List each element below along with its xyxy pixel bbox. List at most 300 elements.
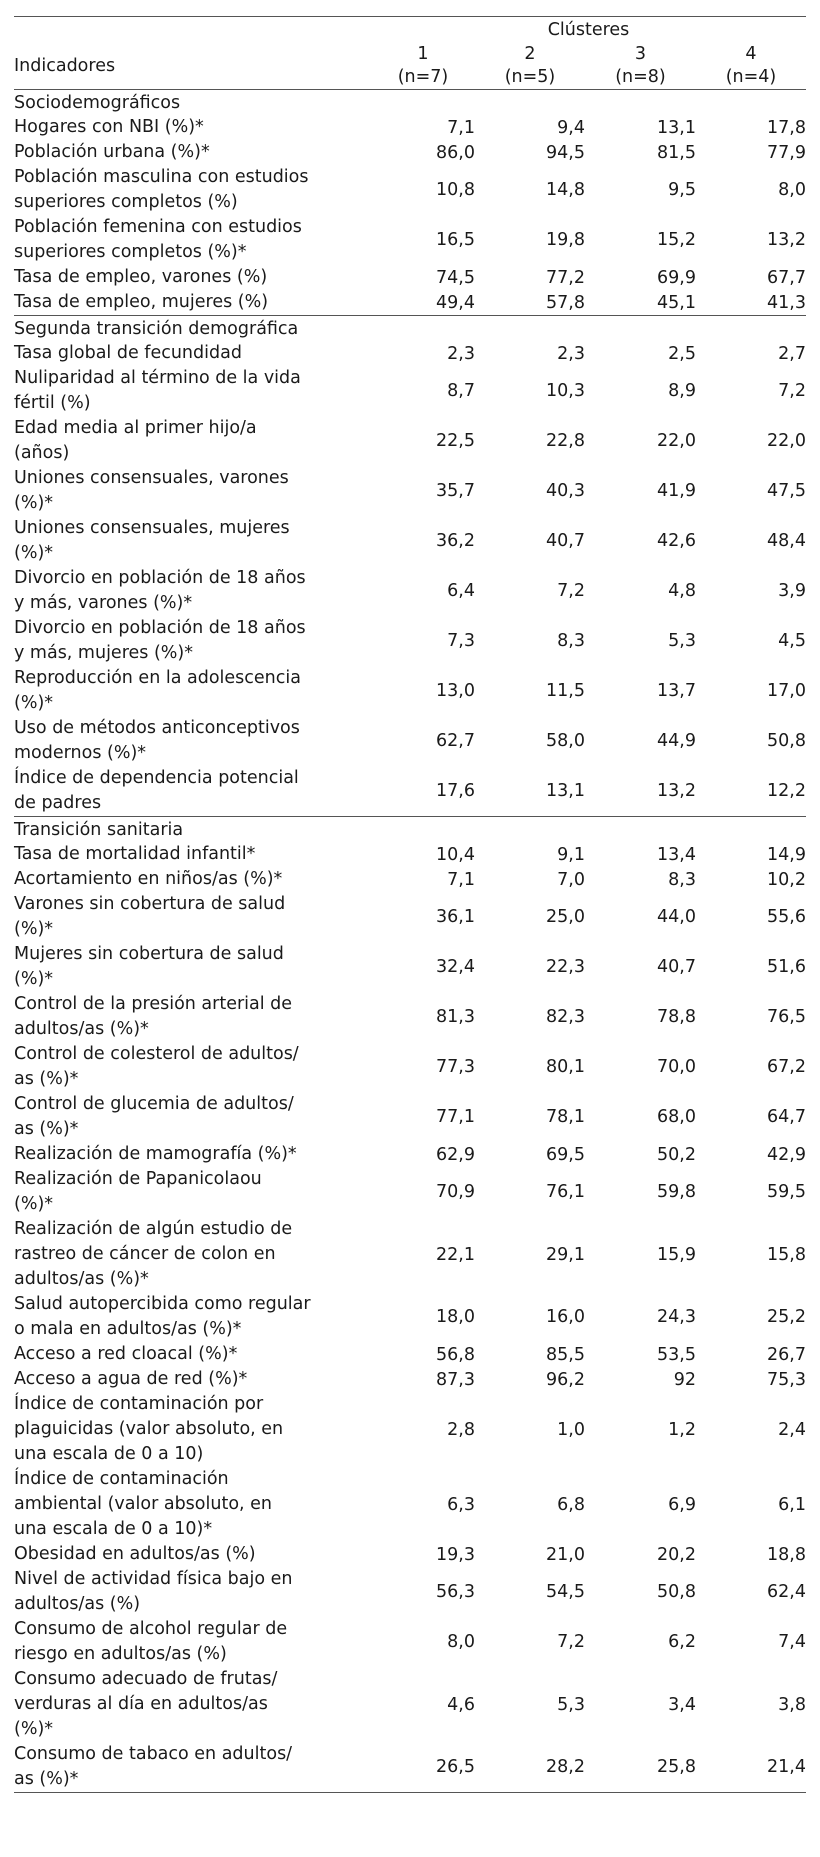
indicator-label — [14, 1092, 371, 1142]
table-row — [14, 1392, 806, 1467]
cluster-3-value: 44,0 — [657, 907, 696, 927]
indicator-label-line: Divorcio en población de 18 años — [14, 568, 306, 588]
table-row — [14, 1567, 806, 1617]
indicator-label — [14, 416, 371, 466]
indicator-label-line: Índice de contaminación por — [14, 1394, 264, 1414]
indicator-label — [14, 892, 371, 942]
cluster-3-value: 24,3 — [657, 1307, 696, 1327]
indicator-label-line: Hogares con NBI (%)* — [14, 117, 204, 137]
cluster-4-value: 12,2 — [767, 781, 806, 801]
cluster-2-value: 78,1 — [546, 1107, 585, 1127]
indicator-label — [14, 1667, 371, 1742]
cluster-3-value: 42,6 — [657, 531, 696, 551]
indicator-label — [14, 466, 371, 516]
indicator-label-line: Salud autopercibida como regular — [14, 1294, 311, 1314]
cluster-3-value: 8,3 — [668, 869, 696, 890]
section-row — [14, 316, 806, 342]
indicator-label — [14, 366, 371, 416]
cluster-2-value: 85,5 — [546, 1344, 585, 1365]
table-row — [14, 1092, 806, 1142]
cluster-2-value: 5,3 — [557, 1694, 585, 1715]
cluster-1-value: 74,5 — [436, 267, 475, 288]
cluster-1-value: 19,3 — [436, 1544, 475, 1565]
indicator-label — [14, 1217, 371, 1292]
indicator-label-line: fértil (%) — [14, 393, 91, 413]
table-row — [14, 341, 806, 366]
cluster-3-value: 41,9 — [657, 481, 696, 501]
cluster-1-value: 62,9 — [436, 1144, 475, 1165]
table-row — [14, 516, 806, 566]
cluster-4-value: 2,7 — [778, 343, 806, 364]
indicator-label — [14, 165, 371, 215]
cluster-4-value: 22,0 — [767, 431, 806, 451]
cluster-4-value: 17,8 — [767, 117, 806, 138]
indicator-label-line: y más, varones (%)* — [14, 593, 193, 613]
indicator-label — [14, 215, 371, 265]
cluster-2-value: 1,0 — [557, 1419, 585, 1440]
cluster-2-value: 22,3 — [546, 957, 585, 977]
indicator-label — [14, 1167, 371, 1217]
table-row — [14, 290, 806, 316]
table-row — [14, 1467, 806, 1542]
cluster-1-value: 22,5 — [436, 431, 475, 451]
cluster-1-value: 10,4 — [436, 844, 475, 865]
indicator-label-line: Uso de métodos anticonceptivos — [14, 718, 300, 738]
cluster-4-value: 7,4 — [778, 1632, 806, 1652]
cluster-3-value: 92 — [673, 1369, 696, 1390]
indicator-label-line: (%)* — [14, 693, 54, 713]
cluster-1-value: 87,3 — [436, 1369, 475, 1390]
header-row-2 — [14, 43, 806, 90]
cluster-4-value: 14,9 — [767, 844, 806, 865]
indicator-label-line: plaguicidas (valor absoluto, en — [14, 1419, 284, 1439]
indicator-label — [14, 115, 371, 140]
indicator-label-line: Uniones consensuales, mujeres — [14, 518, 290, 538]
indicator-label-line: (%)* — [14, 493, 54, 513]
section-title: Sociodemográficos — [14, 90, 806, 116]
cluster-1-value: 7,1 — [447, 869, 475, 890]
cluster-1-value: 36,1 — [436, 907, 475, 927]
indicator-label-line: Realización de mamografía (%)* — [14, 1144, 297, 1164]
cluster-1-value: 4,6 — [447, 1694, 475, 1715]
cluster-3-value: 15,9 — [657, 1244, 696, 1265]
cluster-1-value: 26,5 — [371, 1742, 475, 1793]
cluster-4-value: 42,9 — [767, 1144, 806, 1165]
cluster-4-value: 55,6 — [767, 907, 806, 927]
cluster-1-header — [371, 43, 475, 90]
cluster-1-value: 70,9 — [436, 1182, 475, 1202]
indicator-label-line: superiores completos (%) — [14, 192, 238, 212]
cluster-1-value: 8,0 — [447, 1632, 475, 1652]
cluster-3-value: 13,2 — [657, 781, 696, 801]
table-row — [14, 1217, 806, 1292]
cluster-2-number: 2 — [524, 44, 536, 64]
cluster-4-value: 41,3 — [767, 292, 806, 313]
indicator-label — [14, 1142, 371, 1167]
indicator-label — [14, 942, 371, 992]
cluster-1-value: 16,5 — [436, 230, 475, 250]
table-row — [14, 942, 806, 992]
indicator-label — [14, 616, 371, 666]
table-row — [14, 616, 806, 666]
cluster-4-value: 47,5 — [767, 481, 806, 501]
indicator-label-line: Índice de contaminación — [14, 1469, 229, 1489]
cluster-3-value: 13,1 — [657, 117, 696, 138]
indicator-label-line: adultos/as (%) — [14, 1594, 141, 1614]
indicator-label-line: Consumo adecuado de frutas/ — [14, 1669, 278, 1689]
cluster-3-value: 13,4 — [657, 844, 696, 865]
indicators-header: Indicadores — [14, 43, 371, 90]
indicator-label — [14, 766, 371, 817]
cluster-3-value: 68,0 — [657, 1107, 696, 1127]
cluster-3-value: 6,9 — [668, 1494, 696, 1515]
indicator-label — [14, 1392, 371, 1467]
cluster-2-value: 40,7 — [546, 531, 585, 551]
cluster-3-value: 25,8 — [585, 1742, 696, 1793]
cluster-3-value: 50,2 — [657, 1144, 696, 1165]
cluster-3-value: 13,7 — [657, 681, 696, 701]
table-row — [14, 140, 806, 165]
cluster-1-value: 36,2 — [436, 531, 475, 551]
cluster-2-value: 16,0 — [546, 1307, 585, 1327]
table-row — [14, 1342, 806, 1367]
indicator-label-line: Varones sin cobertura de salud — [14, 894, 286, 914]
indicator-label — [14, 516, 371, 566]
indicator-label-line: Tasa de empleo, varones (%) — [14, 267, 268, 287]
cluster-2-value: 7,0 — [557, 869, 585, 890]
indicator-label-line: Consumo de tabaco en adultos/ — [14, 1744, 293, 1764]
cluster-2-value: 19,8 — [546, 230, 585, 250]
cluster-2-value: 25,0 — [546, 907, 585, 927]
table-row — [14, 1742, 806, 1793]
cluster-1-value: 2,3 — [447, 343, 475, 364]
indicator-label-line: (%)* — [14, 543, 54, 563]
cluster-1-value: 35,7 — [436, 481, 475, 501]
cluster-1-value: 22,1 — [436, 1244, 475, 1265]
indicator-label-line: Edad media al primer hijo/a — [14, 418, 257, 438]
cluster-3-value: 15,2 — [657, 230, 696, 250]
cluster-4-value: 17,0 — [767, 681, 806, 701]
indicator-label-line: de padres — [14, 793, 102, 813]
table-row — [14, 366, 806, 416]
cluster-2-header — [475, 43, 585, 90]
indicator-label-line: Población masculina con estudios — [14, 167, 309, 187]
cluster-3-value: 2,5 — [668, 343, 696, 364]
cluster-3-value: 81,5 — [657, 142, 696, 163]
table-row — [14, 1617, 806, 1667]
cluster-4-value: 3,9 — [778, 581, 806, 601]
cluster-4-value: 51,6 — [767, 957, 806, 977]
indicator-label-line: verduras al día en adultos/as — [14, 1694, 268, 1714]
cluster-1-value: 17,6 — [436, 781, 475, 801]
indicator-label-line: modernos (%)* — [14, 743, 147, 763]
cluster-2-value: 8,3 — [557, 631, 585, 651]
section-row — [14, 817, 806, 843]
cluster-3-value: 59,8 — [657, 1182, 696, 1202]
data-table — [14, 16, 806, 1793]
cluster-4-value: 15,8 — [767, 1244, 806, 1265]
header-row-1 — [14, 17, 806, 44]
indicator-label-line: Control de glucemia de adultos/ — [14, 1094, 294, 1114]
indicator-label-line: ambiental (valor absoluto, en — [14, 1494, 273, 1514]
cluster-3-value: 3,4 — [668, 1694, 696, 1715]
indicator-label-line: Mujeres sin cobertura de salud — [14, 944, 284, 964]
cluster-4-value: 75,3 — [767, 1369, 806, 1390]
indicator-label — [14, 1367, 371, 1392]
cluster-3-value: 50,8 — [657, 1582, 696, 1602]
indicator-label-line: Índice de dependencia potencial — [14, 768, 299, 788]
cluster-4-value: 7,2 — [778, 381, 806, 401]
cluster-2-value: 54,5 — [546, 1582, 585, 1602]
table-row — [14, 1042, 806, 1092]
cluster-2-value: 28,2 — [475, 1742, 585, 1793]
indicator-label-line: Acceso a red cloacal (%)* — [14, 1344, 238, 1364]
indicator-label-line: Tasa de mortalidad infantil* — [14, 844, 256, 864]
cluster-4-value: 50,8 — [767, 731, 806, 751]
indicator-label-line: Realización de algún estudio de — [14, 1219, 293, 1239]
cluster-2-value: 9,4 — [557, 117, 585, 138]
indicator-label — [14, 1342, 371, 1367]
cluster-2-value: 9,1 — [557, 844, 585, 865]
cluster-1-value: 8,7 — [447, 381, 475, 401]
cluster-4-value: 67,2 — [767, 1057, 806, 1077]
indicator-label-line: as (%)* — [14, 1119, 79, 1139]
table-row — [14, 1542, 806, 1567]
indicator-label-line: rastreo de cáncer de colon en — [14, 1244, 276, 1264]
cluster-3-value: 53,5 — [657, 1344, 696, 1365]
indicator-label-line: una escala de 0 a 10) — [14, 1444, 204, 1464]
cluster-3-value: 1,2 — [668, 1419, 696, 1440]
indicator-label-line: Acortamiento en niños/as (%)* — [14, 869, 283, 889]
table-row — [14, 1292, 806, 1342]
indicator-label-line: Nuliparidad al término de la vida — [14, 368, 301, 388]
cluster-4-value: 25,2 — [767, 1307, 806, 1327]
cluster-2-value: 76,1 — [546, 1182, 585, 1202]
header-blank — [14, 17, 371, 44]
cluster-2-value: 57,8 — [546, 292, 585, 313]
cluster-1-value: 13,0 — [436, 681, 475, 701]
indicator-label-line: o mala en adultos/as (%)* — [14, 1319, 242, 1339]
cluster-3-value: 40,7 — [657, 957, 696, 977]
table-body — [14, 17, 806, 1793]
cluster-4-value: 76,5 — [767, 1007, 806, 1027]
cluster-2-value: 7,2 — [557, 581, 585, 601]
indicator-label — [14, 867, 371, 892]
indicator-label — [14, 140, 371, 165]
indicator-label-line: (%)* — [14, 1719, 54, 1739]
indicator-label — [14, 842, 371, 867]
table-row — [14, 867, 806, 892]
cluster-1-value: 7,1 — [447, 117, 475, 138]
table-row — [14, 766, 806, 817]
cluster-4-value: 26,7 — [767, 1344, 806, 1365]
cluster-1-value: 62,7 — [436, 731, 475, 751]
clusters-header: Clústeres — [371, 17, 806, 44]
indicator-label — [14, 566, 371, 616]
indicator-label-line: as (%)* — [14, 1069, 79, 1089]
cluster-3-value: 6,2 — [668, 1632, 696, 1652]
table-row — [14, 1142, 806, 1167]
cluster-2-value: 82,3 — [546, 1007, 585, 1027]
indicator-label — [14, 1617, 371, 1667]
section-title: Segunda transición demográfica — [14, 316, 806, 342]
cluster-4-value: 6,1 — [778, 1494, 806, 1515]
table-row — [14, 842, 806, 867]
cluster-3-value: 45,1 — [657, 292, 696, 313]
cluster-2-n: (n=5) — [504, 67, 556, 87]
cluster-1-value: 77,3 — [436, 1057, 475, 1077]
cluster-2-value: 14,8 — [546, 180, 585, 200]
cluster-3-value: 20,2 — [657, 1544, 696, 1565]
cluster-2-value: 7,2 — [557, 1632, 585, 1652]
cluster-4-number: 4 — [745, 44, 757, 64]
indicator-label — [14, 1467, 371, 1542]
indicator-label — [14, 341, 371, 366]
cluster-3-value: 5,3 — [668, 631, 696, 651]
cluster-2-value: 77,2 — [546, 267, 585, 288]
table-row — [14, 416, 806, 466]
indicator-label-line: Nivel de actividad física bajo en — [14, 1569, 293, 1589]
table-row — [14, 115, 806, 140]
indicator-label — [14, 290, 371, 316]
cluster-1-value: 49,4 — [436, 292, 475, 313]
cluster-1-value: 56,3 — [436, 1582, 475, 1602]
indicator-label-line: Tasa de empleo, mujeres (%) — [14, 292, 269, 312]
cluster-4-value: 13,2 — [767, 230, 806, 250]
cluster-2-value: 96,2 — [546, 1369, 585, 1390]
indicator-label-line: adultos/as (%)* — [14, 1019, 149, 1039]
indicator-label-line: Población femenina con estudios — [14, 217, 302, 237]
cluster-4-value: 10,2 — [767, 869, 806, 890]
indicator-label-line: Obesidad en adultos/as (%) — [14, 1544, 256, 1564]
cluster-1-value: 32,4 — [436, 957, 475, 977]
indicator-label-line: (%)* — [14, 969, 54, 989]
cluster-4-value: 3,8 — [778, 1694, 806, 1715]
cluster-2-value: 21,0 — [546, 1544, 585, 1565]
indicator-label — [14, 1042, 371, 1092]
indicator-label — [14, 1742, 371, 1793]
cluster-1-value: 7,3 — [447, 631, 475, 651]
indicator-label-line: Acceso a agua de red (%)* — [14, 1369, 248, 1389]
cluster-3-value: 44,9 — [657, 731, 696, 751]
table-row — [14, 892, 806, 942]
cluster-2-value: 69,5 — [546, 1144, 585, 1165]
table-row — [14, 666, 806, 716]
cluster-4-value: 77,9 — [767, 142, 806, 163]
cluster-3-n: (n=8) — [615, 67, 666, 87]
cluster-2-value: 2,3 — [557, 343, 585, 364]
cluster-2-value: 29,1 — [546, 1244, 585, 1265]
cluster-4-value: 2,4 — [778, 1419, 806, 1440]
indicator-label — [14, 1542, 371, 1567]
cluster-2-value: 40,3 — [546, 481, 585, 501]
section-row — [14, 90, 806, 116]
cluster-1-value: 86,0 — [436, 142, 475, 163]
cluster-3-number: 3 — [634, 44, 647, 64]
cluster-4-header — [696, 43, 806, 90]
table-row — [14, 1167, 806, 1217]
indicator-label-line: (%)* — [14, 1194, 54, 1214]
indicator-label-line: as (%)* — [14, 1769, 79, 1789]
cluster-4-value: 8,0 — [778, 180, 806, 200]
cluster-3-value: 22,0 — [657, 431, 696, 451]
cluster-1-n: (n=7) — [397, 67, 449, 87]
cluster-4-n: (n=4) — [725, 67, 777, 87]
table-row — [14, 215, 806, 265]
indicator-label-line: Consumo de alcohol regular de — [14, 1619, 288, 1639]
cluster-1-value: 77,1 — [436, 1107, 475, 1127]
cluster-1-value: 6,4 — [447, 581, 475, 601]
cluster-4-value: 64,7 — [767, 1107, 806, 1127]
indicator-label-line: Control de colesterol de adultos/ — [14, 1044, 299, 1064]
table-row — [14, 265, 806, 290]
table-row — [14, 1667, 806, 1742]
cluster-3-value: 4,8 — [668, 581, 696, 601]
table-row — [14, 992, 806, 1042]
indicator-label-line: Reproducción en la adolescencia — [14, 668, 301, 688]
indicator-label-line: riesgo en adultos/as (%) — [14, 1644, 227, 1664]
table-row — [14, 716, 806, 766]
cluster-2-value: 94,5 — [546, 142, 585, 163]
indicator-label-line: Tasa global de fecundidad — [14, 343, 242, 363]
cluster-2-value: 22,8 — [546, 431, 585, 451]
cluster-3-value: 8,9 — [668, 381, 696, 401]
cluster-2-value: 11,5 — [546, 681, 585, 701]
cluster-2-value: 13,1 — [546, 781, 585, 801]
cluster-1-value: 18,0 — [436, 1307, 475, 1327]
indicator-label-line: y más, mujeres (%)* — [14, 643, 193, 663]
indicator-label-line: Divorcio en población de 18 años — [14, 618, 306, 638]
indicator-label — [14, 992, 371, 1042]
cluster-1-number: 1 — [417, 44, 429, 64]
section-title: Transición sanitaria — [14, 817, 806, 843]
cluster-2-value: 6,8 — [557, 1494, 585, 1515]
table-row — [14, 165, 806, 215]
cluster-3-value: 9,5 — [668, 180, 696, 200]
cluster-3-value: 70,0 — [657, 1057, 696, 1077]
cluster-2-value: 58,0 — [546, 731, 585, 751]
cluster-1-value: 10,8 — [436, 180, 475, 200]
indicator-label-line: Control de la presión arterial de — [14, 994, 293, 1014]
indicator-label-line: una escala de 0 a 10)* — [14, 1519, 213, 1539]
indicator-label — [14, 1292, 371, 1342]
indicator-label-line: Realización de Papanicolaou — [14, 1169, 262, 1189]
cluster-4-value: 48,4 — [767, 531, 806, 551]
indicator-label-line: Uniones consensuales, varones — [14, 468, 289, 488]
indicator-label-line: (años) — [14, 443, 70, 463]
cluster-3-header — [585, 43, 696, 90]
indicator-label-line: adultos/as (%)* — [14, 1269, 149, 1289]
indicator-label-line: superiores completos (%)* — [14, 242, 247, 262]
cluster-3-value: 69,9 — [657, 267, 696, 288]
cluster-2-value: 80,1 — [546, 1057, 585, 1077]
indicator-label — [14, 265, 371, 290]
indicator-label-line: Población urbana (%)* — [14, 142, 210, 162]
indicator-label-line: (%)* — [14, 919, 54, 939]
cluster-4-value: 67,7 — [767, 267, 806, 288]
table-row — [14, 1367, 806, 1392]
table-row — [14, 466, 806, 516]
cluster-1-value: 56,8 — [436, 1344, 475, 1365]
cluster-1-value: 6,3 — [447, 1494, 475, 1515]
indicator-label — [14, 716, 371, 766]
indicator-label — [14, 666, 371, 716]
cluster-4-value: 18,8 — [767, 1544, 806, 1565]
cluster-1-value: 2,8 — [447, 1419, 475, 1440]
cluster-4-value: 4,5 — [778, 631, 806, 651]
cluster-4-value: 59,5 — [767, 1182, 806, 1202]
cluster-3-value: 78,8 — [657, 1007, 696, 1027]
